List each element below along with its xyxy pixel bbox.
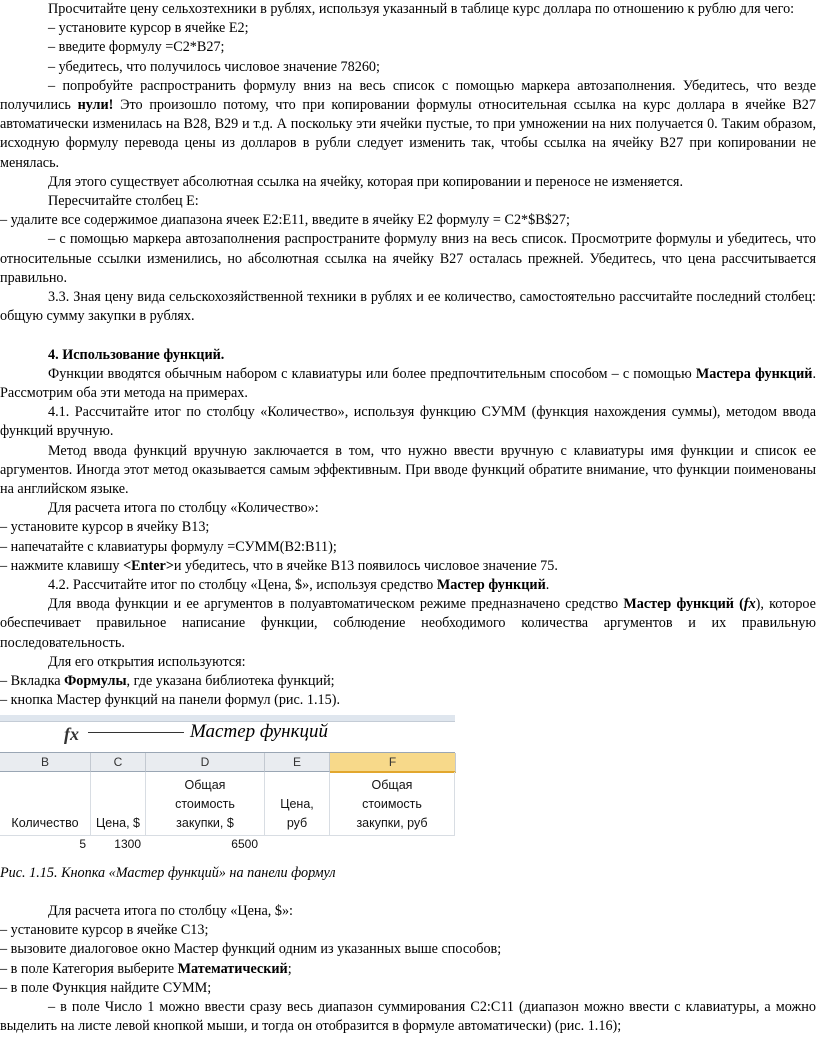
paragraph: Метод ввода функций вручную заключается в том, что нужно ввести вручную с клавиатуры имя функции и список ее аргументов. Иногда этот метод оказывается самым эффективным. При вводе функций обратите внимание, что функции поименованы на английском языке. xyxy=(0,442,816,498)
paragraph: 4.2. Рассчитайте итог по столбцу «Цена, $», используя средство Мастер функций. xyxy=(48,577,550,594)
column-header-d[interactable]: D xyxy=(146,753,265,772)
list-item: – нажмите клавишу <Enter>и убедитесь, что в ячейке B13 появилось числовое значение 75. xyxy=(0,557,558,574)
paragraph: Просчитайте цену сельхозтехники в рублях, используя указанный в таблице курс доллара по отношению к рублю для чего: xyxy=(48,1,795,17)
list-item: – напечатайте с клавиатуры формулу =СУММ(B2:B11); xyxy=(0,538,337,555)
header-cell-price-rub[interactable]: Цена, руб xyxy=(265,772,330,836)
list-item: – с помощью маркера автозаполнения распространите формулу вниз на весь список. Просмотрите формулы и убедитесь, что относительные ссылки изменились, но абсолютная ссылка на ячейку B27 осталась прежней. Убедитесь, что цена рассчитывается правильно. xyxy=(0,231,816,286)
paragraph: Для его открытия используются: xyxy=(48,653,246,670)
list-item: – убедитесь, что получилось числовое значение 78260; xyxy=(48,58,380,75)
excel-formula-bar-figure xyxy=(0,715,455,851)
list-item: – удалите все содержимое диапазона ячеек E2:E11, введите в ячейку E2 формулу = C2*$B$27; xyxy=(0,212,570,229)
data-cell[interactable]: 5 xyxy=(79,836,86,851)
paragraph: Пересчитайте столбец E: xyxy=(48,193,199,210)
paragraph: Функции вводятся обычным набором с клавиатуры или более предпочтительным способом – с помощью Мастера функций. Рассмотрим оба эти метода на примерах. xyxy=(0,365,816,402)
list-item: – установите курсор в ячейке C13; xyxy=(0,922,209,939)
list-item: – в поле Число 1 можно ввести сразу весь диапазон суммирования C2:C11 (диапазон можно ввести с клавиатуры, а можно выделить на листе левой кнопкой мыши, и тогда он отобразится в формуле автоматически) (рис. 1.16); xyxy=(0,999,816,1035)
column-header-f[interactable]: F xyxy=(330,753,456,773)
paragraph: Для расчета итога по столбцу «Цена, $»: xyxy=(48,903,293,920)
list-item: – в поле Категория выберите Математический; xyxy=(0,960,292,977)
function-wizard-label: Мастер функций xyxy=(190,720,329,742)
data-cell[interactable]: 1300 xyxy=(114,836,141,851)
emphasis-zeros: нули! xyxy=(77,97,114,114)
list-item: – кнопка Мастер функций на панели формул (рис. 1.15). xyxy=(0,692,340,709)
callout-line xyxy=(88,732,184,733)
paragraph: 4.1. Рассчитайте итог по столбцу «Количество», используя функцию СУММ (функция нахождения суммы), методом ввода функций вручную. xyxy=(0,404,816,440)
data-cell[interactable]: 6500 xyxy=(231,836,258,851)
list-item: – установите курсор в ячейку B13; xyxy=(0,519,210,536)
section-heading: 4. Использование функций. xyxy=(48,346,225,363)
paragraph: Для ввода функции и ее аргументов в полуавтоматическом режиме предназначено средство Мастер функций (fx), которое обеспечивает правильное написание функции, соблюдение необходимого количества аргументов и их правильную последовательность. xyxy=(0,596,816,651)
figure-caption: Рис. 1.15. Кнопка «Мастер функций» на панели формул xyxy=(0,864,336,881)
paragraph: Для этого существует абсолютная ссылка на ячейку, которая при копировании и переносе не изменяется. xyxy=(48,173,684,190)
paragraph: 3.3. Зная цену вида сельскохозяйственной техники в рублях и ее количество, самостоятельно рассчитайте последний столбец: общую сумму закупки в рублях. xyxy=(0,289,816,325)
list-item: – вызовите диалоговое окно Мастер функций одним из указанных выше способов; xyxy=(0,941,502,958)
list-item: – Вкладка Формулы, где указана библиотека функций; xyxy=(0,673,335,690)
header-cell-price-usd[interactable]: Цена, $ xyxy=(91,772,146,836)
function-wizard-icon[interactable]: fx xyxy=(64,723,79,744)
header-cell-total-rub[interactable]: Общая стоимость закупки, руб xyxy=(330,772,455,836)
list-item: – в поле Функция найдите СУММ; xyxy=(0,979,212,996)
list-item: – введите формулу =C2*B27; xyxy=(48,39,225,56)
paragraph: Для расчета итога по столбцу «Количество»: xyxy=(48,500,319,517)
column-header-b[interactable]: B xyxy=(0,753,91,772)
list-item: – попробуйте распространить формулу вниз на весь список с помощью маркера автозаполнения. Убедитесь, что везде получились нули! Это произошло потому, что при копировании формулы относительная ссылка на курс доллара в ячейке B27 автоматически изменилась на B28, B29 и т.д. А поскольку эти ячейки пустые, то при умножении на них получается 0. Таким образом, исходную формулу перевода цены из долларов в рубли следует изменить так, чтобы ссылка на ячейку B27 при копировании не менялась. xyxy=(0,77,816,171)
header-cell-total-usd[interactable]: Общая стоимость закупки, $ xyxy=(146,772,265,836)
list-item: – установите курсор в ячейке E2; xyxy=(48,20,249,37)
column-header-e[interactable]: E xyxy=(265,753,330,772)
header-cell-quantity[interactable]: Количество xyxy=(0,772,91,836)
column-header-c[interactable]: C xyxy=(91,753,146,772)
